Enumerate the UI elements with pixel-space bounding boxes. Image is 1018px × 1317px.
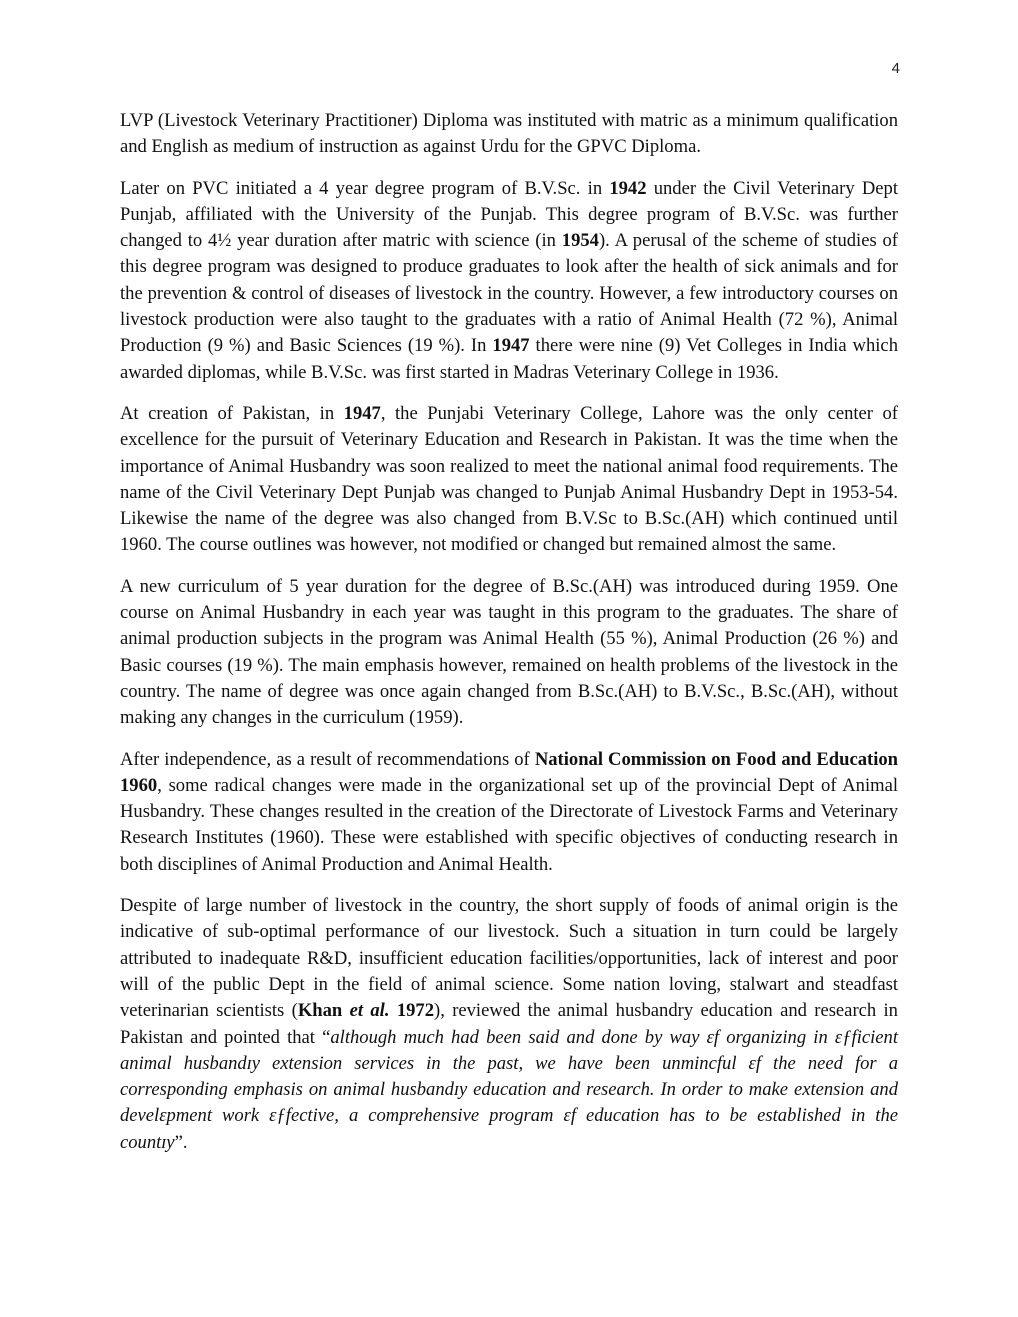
text-run: under the Civil Veterinary Dept Punjab, affiliated with the University of the Punjab. This degree program of B.V.Sc. was further changed to 4½ year duration after matric with science (in — [120, 177, 899, 252]
text-run: Despite of large number of livestock in the country, the short supply of foods of animal origin is the indicative of sub-optimal performance of our livestock. Such a situation in turn could be largely attributed to inadequate R&D, insufficient education facilities/opportunities, lack of interest and poor will of the public Dept in the field of animal science. Some nation loving, stalwart and steadfast veterinarian scientists ( — [120, 895, 898, 1022]
document-body — [120, 108, 898, 1171]
paragraph-after-independence — [120, 747, 898, 878]
paragraph-bvsc-program — [120, 176, 898, 386]
bold-text-run: Khan — [297, 1000, 350, 1022]
bold-text-run: 1947 — [492, 335, 530, 357]
bold-text-run: 1947 — [343, 402, 381, 424]
paragraph-lvp-diploma — [120, 108, 898, 161]
text-run: there were nine (9) Vet Colleges in India which awarded diplomas, while B.V.Sc. was first started in Madras Veterinary College in 1936. — [120, 335, 898, 383]
italic-text-run: although much had been said and done by way ɛf organizing in ɛƒficient animal husbandɪy extension services in the past, we have been unmincful ɛf the need for a corresponding emphasis on animal husbandɪy education and research. In order to make extension and develɛpment work ɛƒfective, a comprehensive program ɛf education has to be established in the countɪy — [120, 1026, 898, 1153]
paragraph-creation-of-pakistan — [120, 401, 898, 559]
text-run: Later on PVC initiated a 4 year degree program of B.V.Sc. in — [120, 177, 610, 199]
text-run: At creation of Pakistan, in — [120, 402, 344, 424]
bold-text-run: 1954 — [561, 230, 599, 252]
bold-text-run: National Commission on Food and Education 1960 — [120, 748, 898, 796]
text-run: ). A perusal of the scheme of studies of this degree program was designed to produce graduates to look after the health of sick animals and for the prevention & control of diseases of livestock in the country. However, a few introductory courses on livestock production were also taught to the graduates with a ratio of Animal Health (72 %), Animal Production (9 %) and Basic Sciences (19 %). In — [120, 230, 898, 357]
bold-text-run: 1972 — [389, 1000, 435, 1022]
text-run: ”. — [174, 1131, 188, 1153]
paragraph-new-curriculum — [120, 574, 898, 732]
text-run: LVP (Livestock Veterinary Practitioner) Diploma was instituted with matric as a minimum qualification and English as medium of instruction as against Urdu for the GPVC Diploma. — [120, 110, 898, 158]
paragraph-despite-livestock — [120, 893, 898, 1156]
page-number: 4 — [891, 60, 900, 77]
bold-text-run: 1942 — [609, 177, 647, 199]
text-run: After independence, as a result of recommendations of — [120, 748, 535, 770]
bold-italic-text-run: et al. — [349, 1000, 390, 1022]
text-run: A new curriculum of 5 year duration for the degree of B.Sc.(AH) was introduced during 1959. One course on Animal Husbandry in each year was taught in this program to the graduates. The share of animal production subjects in the program was Animal Health (55 %), Animal Production (26 %) and Basic courses (19 %). The main emphasis however, remained on health problems of the livestock in the country. The name of degree was once again changed from B.Sc.(AH) to B.V.Sc., B.Sc.(AH), without making any changes in the curriculum (1959). — [120, 575, 898, 729]
text-run: ), reviewed the animal husbandry education and research in Pakistan and pointed that “ — [120, 1000, 898, 1048]
text-run: , some radical changes were made in the organizational set up of the provincial Dept of Animal Husbandry. These changes resulted in the creation of the Directorate of Livestock Farms and Veterinary Research Institutes (1960). These were established with specific objectives of conducting research in both disciplines of Animal Production and Animal Health. — [120, 774, 898, 875]
text-run: , the Punjabi Veterinary College, Lahore was the only center of excellence for the pursuit of Veterinary Education and Research in Pakistan. It was the time when the importance of Animal Husbandry was soon realized to meet the national animal food requirements. The name of the Civil Veterinary Dept Punjab was changed to Punjab Animal Husbandry Dept in 1953-54. Likewise the name of the degree was also changed from B.V.Sc to B.Sc.(AH) which continued until 1960. The course outlines was however, not modified or changed but remained almost the same. — [120, 402, 898, 556]
